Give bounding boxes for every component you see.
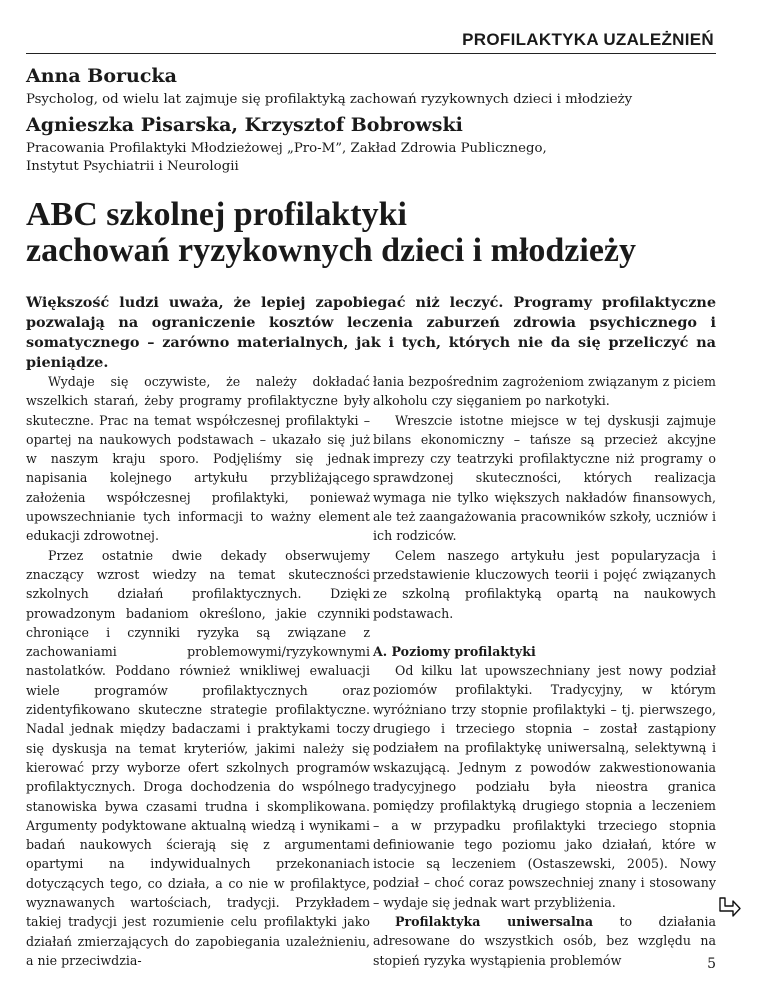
body-paragraph: łania bezpośrednim zagrożeniom związanym z piciem alkoholu czy sięganiem po narkotyki. [373,374,716,409]
article-title [26,197,636,269]
term-definition: to działania adresowane do wszystkich osób, bez względu na stopień ryzyka wystąpienia problemów [373,914,716,968]
article-title-line-1: ABC szkolnej profilaktyki [26,196,407,233]
body-paragraph: Wydaje się oczywiste, że należy dokładać wszelkich starań, żeby programy profilaktyczne były skuteczne. Prac na temat współczesnej profilaktyki – opartej na naukowych podstawach – ukazało się już w naszym kraju sporo. Podjęliśmy się jednak napisania kolejnego artykułu przybliżającego założenia współczesnej profilaktyki, ponieważ upowszechnianie tych informacji to ważny element edukacji zdrowotnej. [26,374,370,544]
body-paragraph: Od kilku lat upowszechniany jest nowy podział poziomów profilaktyki. Tradycyjny, w którym wyróżniano trzy stopnie profilaktyki – tj. pierwszego, drugiego i trzeciego stopnia – został zastąpiony podziałem na profilaktykę uniwersalną, selektywną i wskazującą. Jednym z powodów zakwestionowania tradycyjnego podziału była nieostra granica pomiędzy profilaktyką drugiego stopnia a leczeniem – a w przypadku profilaktyki trzeciego stopnia definiowanie tego poziomu jako działań, które w istocie są leczeniem (Ostaszewski, 2005). Nowy podział – choć coraz powszechniej znany i stosowany – wydaje się jednak wart przybliżenia. [373,663,716,910]
term-bold: Profilaktyka uniwersalna [395,914,594,930]
author-name-1: Anna Borucka [26,65,177,87]
author-affiliation-1: Psycholog, od wielu lat zajmuje się profilaktyką zachowań ryzykownych dzieci i młodzieży [26,92,633,107]
header-rule [26,53,716,54]
section-header: PROFILAKTYKA UZALEŻNIEŃ [462,30,714,49]
author-name-2: Agnieszka Pisarska, Krzysztof Bobrowski [26,114,463,136]
author-affiliation-2-line-2: Instytut Psychiatrii i Neurologii [26,159,239,174]
body-paragraph: Wreszcie istotne miejsce w tej dyskusji zajmuje bilans ekonomiczny – tańsze są przecież akcyjne imprezy czy teatrzyki profilaktyczne niż programy o sprawdzonej skuteczności, których realizacja wymaga nie tylko większych nakładów finansowych, ale też zaangażowania pracowników szkoły, uczniów i ich rodziców. [373,412,716,544]
page-number: 5 [707,956,716,972]
author-affiliation-2-line-1: Pracowania Profilaktyki Młodzieżowej „Pro-M”, Zakład Zdrowia Publicznego, [26,141,547,156]
left-column [26,372,370,970]
continue-arrow-icon [716,896,742,920]
lead-paragraph: Większość ludzi uważa, że lepiej zapobiegać niż leczyć. Programy profilaktyczne pozwalają na ograniczenie kosztów leczenia zaburzeń zdrowia psychicznego i somatycznego – zarówno materialnych, jak i tych, których nie da się przeliczyć na pieniądze. [26,294,716,371]
article-title-line-2: zachowań ryzykownych dzieci i młodzieży [26,232,637,269]
section-subheading: A. Poziomy profilaktyki [373,643,536,659]
body-paragraph [373,912,716,970]
right-column [373,372,716,970]
body-paragraph: Przez ostatnie dwie dekady obserwujemy znaczący wzrost wiedzy na temat skuteczności szkolnych działań profilaktycznych. Dzięki prowadzonym badaniom określono, jakie czynniki chroniące i czynniki ryzyka są związane z zachowaniami problemowymi/ryzykownymi nastolatków. Poddano również wnikliwej ewaluacji wiele programów profilaktycznych oraz zidentyfikowano skuteczne strategie profilaktyczne. Nadal jednak między badaczami i praktykami toczy się dyskusja na temat kryteriów, jakimi należy się kierować przy wyborze ofert szkolnych programów profilaktycznych. Droga dochodzenia do wspólnego stanowiska bywa czasami trudna i skomplikowana. Argumenty podyktowane aktualną wiedzą i wynikami badań naukowych ścierają się z argumentami opartymi na indywidualnych przekonaniach dotyczących tego, co działa, a co nie w profilaktyce, wyznawanych wartościach, tradycji. Przykładem takiej tradycji jest rozumienie celu profilaktyki jako działań zmierzających do zapobiegania uzależnieniu, a nie przeciwdzia- [26,547,370,968]
paragraph-gap [373,623,716,642]
body-paragraph: Celem naszego artykułu jest popularyzacja i przedstawienie kluczowych teorii i pojęć związanych ze szkolną profilaktyką opartą na naukowych podstawach. [373,547,716,621]
